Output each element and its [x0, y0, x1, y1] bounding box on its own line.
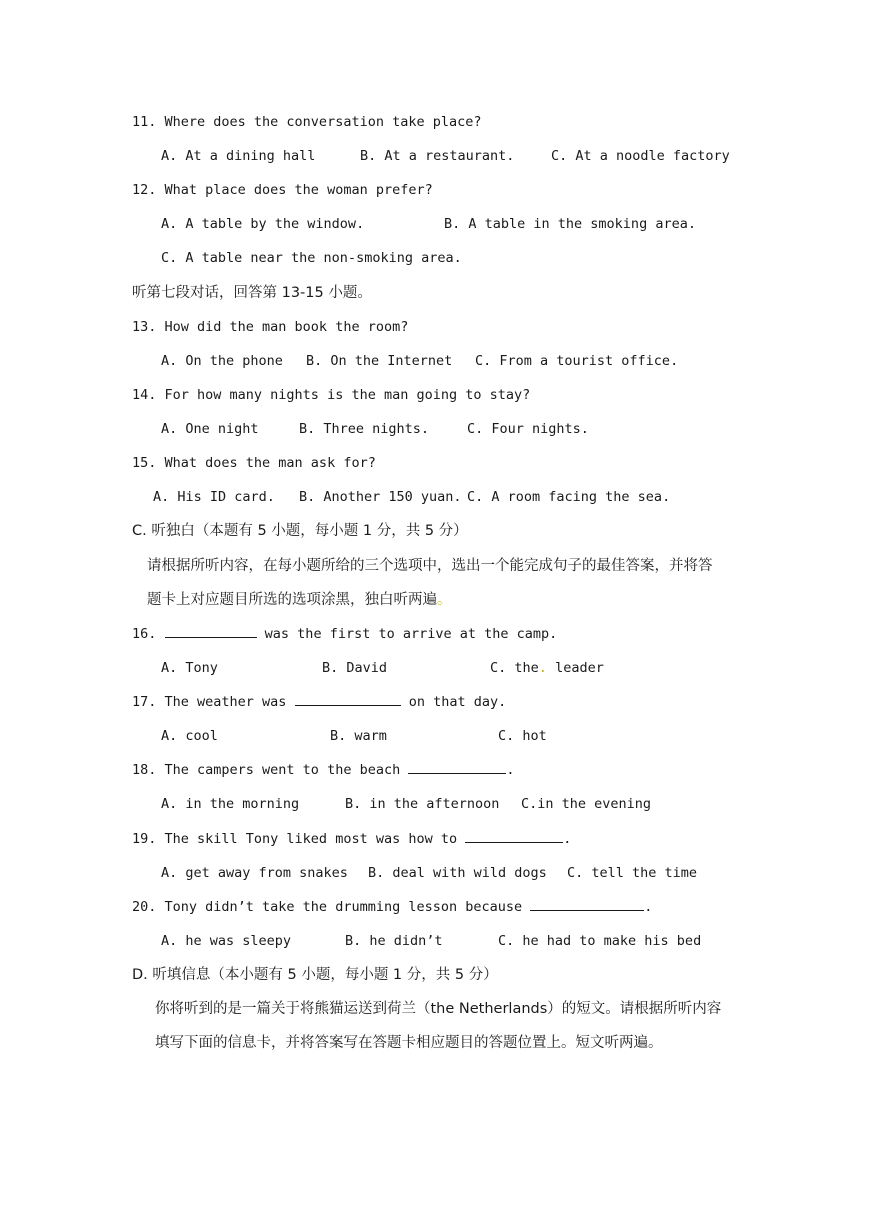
q16-option-c-part1: C. the [490, 660, 539, 676]
q17-stem-text: 17. The weather was [132, 694, 287, 710]
q15-option-b: B. Another 150 yuan. [299, 489, 462, 505]
q19-answer-blank [465, 829, 563, 843]
q19-stem-text: 19. The skill Tony liked most was how to [132, 831, 458, 847]
question-19-stem [132, 829, 571, 849]
q20-answer-blank [530, 897, 644, 911]
q19-stem-end: . [563, 831, 572, 847]
q13-option-b: B. On the Internet [306, 353, 453, 369]
question-16-stem [132, 624, 557, 644]
q17-option-c: C. hot [498, 728, 547, 744]
highlight-mark: 。 [437, 592, 452, 608]
q16-number: 16. [132, 626, 157, 642]
q16-option-c-part2: leader [555, 660, 604, 676]
q19-option-c: C. tell the time [567, 865, 698, 881]
q19-option-b: B. deal with wild dogs [368, 865, 547, 881]
question-11-stem: 11. Where does the conversation take place? [132, 114, 482, 130]
highlight-dot: . [538, 660, 547, 676]
q13-option-a: A. On the phone [161, 353, 283, 369]
q20-option-c: C. he had to make his bed [498, 933, 702, 949]
q17-option-b: B. warm [330, 728, 387, 744]
q12-option-c: C. A table near the non-smoking area. [161, 250, 462, 266]
part-c-instruction-line-1: 请根据所听内容，在每小题所给的三个选项中，选出一个能完成句子的最佳答案，并将答 [147, 558, 713, 574]
q11-option-c: C. At a noodle factory [551, 148, 730, 164]
question-14-stem: 14. For how many nights is the man going to stay? [132, 387, 531, 403]
q20-option-b: B. he didn’t [345, 933, 443, 949]
q11-option-b: B. At a restaurant. [360, 148, 515, 164]
q20-stem-end: . [644, 899, 653, 915]
question-12-stem: 12. What place does the woman prefer? [132, 182, 433, 198]
q16-option-c [490, 658, 604, 678]
q19-option-a: A. get away from snakes [161, 865, 348, 881]
part-c-heading: C. 听独白（本题有 5 小题，每小题 1 分，共 5 分） [132, 523, 468, 539]
q18-option-c: C.in the evening [521, 796, 652, 812]
q16-option-a: A. Tony [161, 660, 218, 676]
part-d-instruction-line-2: 填写下面的信息卡，并将答案写在答题卡相应题目的答题位置上。短文听两遍。 [155, 1035, 663, 1051]
q11-option-a: A. At a dining hall [161, 148, 316, 164]
part-d-heading: D. 听填信息（本小题有 5 小题，每小题 1 分，共 5 分） [132, 967, 498, 983]
q12-option-b: B. A table in the smoking area. [444, 216, 696, 232]
q17-stem-end: on that day. [408, 694, 507, 710]
part-c-instruction-text: 题卡上对应题目所选的选项涂黑，独白听两遍 [147, 592, 437, 608]
section-7-instruction: 听第七段对话，回答第 13-15 小题。 [132, 285, 372, 301]
q18-answer-blank [408, 760, 506, 774]
q14-option-c: C. Four nights. [467, 421, 589, 437]
q15-option-c: C. A room facing the sea. [467, 489, 671, 505]
question-18-stem [132, 760, 515, 780]
part-d-instruction-line-1: 你将听到的是一篇关于将熊猫运送到荷兰（the Netherlands）的短文。请根据所听内容 [155, 1001, 722, 1017]
q20-option-a: A. he was sleepy [161, 933, 292, 949]
question-20-stem [132, 897, 652, 917]
part-c-instruction-line-2 [147, 590, 452, 610]
q15-option-a: A. His ID card. [153, 489, 275, 505]
q18-option-b: B. in the afternoon [345, 796, 500, 812]
q18-option-a: A. in the morning [161, 796, 300, 812]
q16-stem-text: was the first to arrive at the camp. [264, 626, 558, 642]
q14-option-a: A. One night [161, 421, 259, 437]
q17-option-a: A. cool [161, 728, 218, 744]
q16-answer-blank [165, 624, 257, 638]
question-15-stem: 15. What does the man ask for? [132, 455, 376, 471]
q17-answer-blank [295, 692, 401, 706]
q14-option-b: B. Three nights. [299, 421, 430, 437]
q20-stem-text: 20. Tony didn’t take the drumming lesson because [132, 899, 523, 915]
q12-option-a: A. A table by the window. [161, 216, 365, 232]
q16-option-b: B. David [322, 660, 388, 676]
question-13-stem: 13. How did the man book the room? [132, 319, 409, 335]
q18-stem-text: 18. The campers went to the beach [132, 762, 401, 778]
q18-stem-end: . [506, 762, 515, 778]
question-17-stem [132, 692, 506, 712]
q13-option-c: C. From a tourist office. [475, 353, 679, 369]
